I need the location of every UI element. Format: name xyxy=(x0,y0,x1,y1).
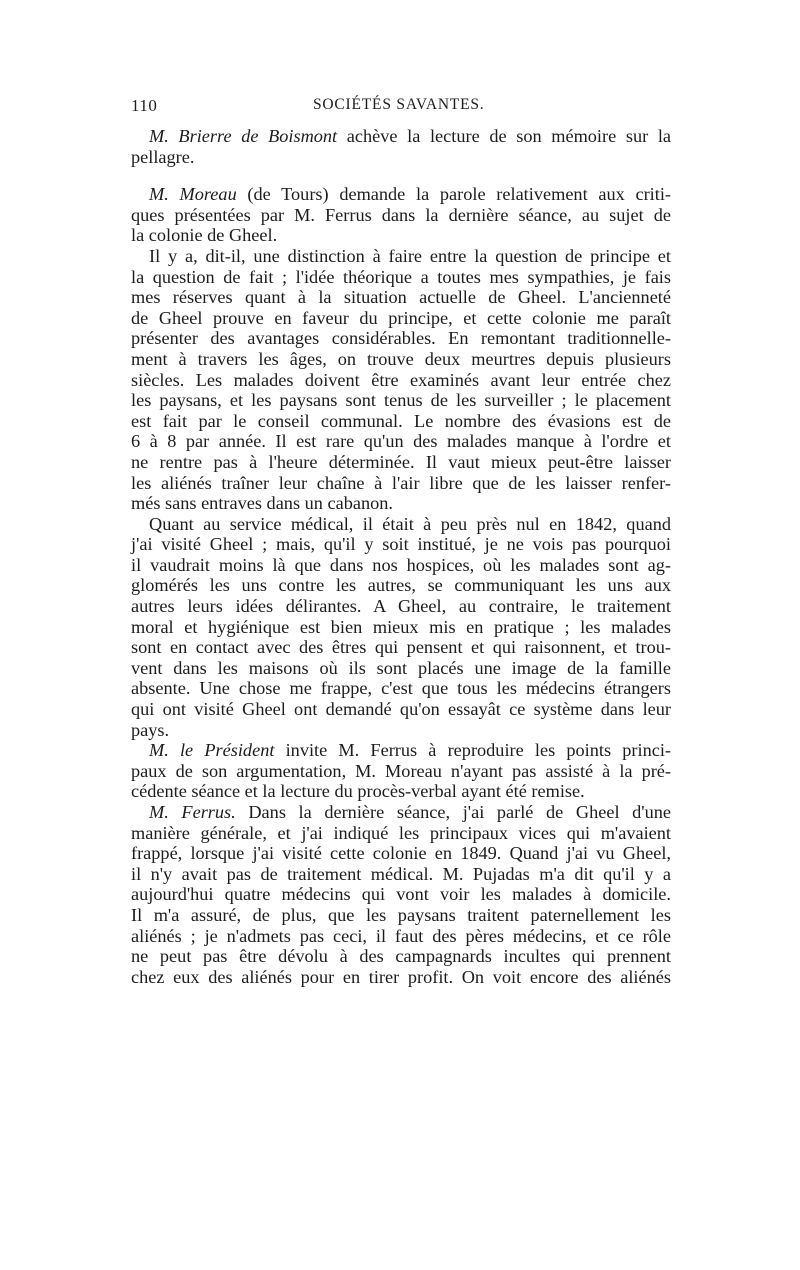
text-line: Il m'a assuré, de plus, que les paysans traitent paternellement les xyxy=(131,904,671,925)
text-line: autres leurs idées délirantes. A Gheel, au contraire, le traitement xyxy=(131,596,671,617)
speaker-name: M. Brierre de Boismont xyxy=(149,126,338,146)
page-number: 110 xyxy=(131,96,158,115)
paragraph-moreau-speech xyxy=(131,246,671,514)
speaker-name: M. Moreau xyxy=(149,184,237,205)
text-line: ne rentre pas à l'heure déterminée. Il vaut mieux peut-être laisser xyxy=(131,451,671,472)
text-line: aliénés ; je n'admets pas ceci, il faut des pères médecins, et ce rôle xyxy=(131,925,671,946)
paragraph-medical-service xyxy=(131,514,671,741)
book-page xyxy=(131,96,671,987)
text-line: qui ont visité Gheel ont demandé qu'on essayât ce système dans leur xyxy=(131,699,671,720)
text-line: M. Moreau (de Tours) demande la parole relativement aux criti- xyxy=(149,184,671,205)
text-line: mes réserves quant à la situation actuelle de Gheel. L'ancienneté xyxy=(131,287,671,308)
text-line: frappé, lorsque j'ai visité cette colonie en 1849. Quand j'ai vu Gheel, xyxy=(131,843,671,864)
text-line: les paysans, et les paysans sont tenus de les surveiller ; le placement xyxy=(131,390,671,411)
text-line: més sans entraves dans un cabanon. xyxy=(131,493,393,514)
text-line: moral et hygiénique est bien mieux mis en pratique ; les malades xyxy=(131,616,671,637)
text-line: ne peut pas être dévolu à des campagnards incultes qui prennent xyxy=(131,946,671,967)
text-line: M. Brierre de Boismont achève la lecture de son mémoire sur la xyxy=(149,126,672,146)
text-line: 6 à 8 par année. Il est rare qu'un des malades manque à l'ordre et xyxy=(131,431,671,452)
text-line: absente. Une chose me frappe, c'est que tous les médecins étrangers xyxy=(131,678,671,699)
text-line: il n'y avait pas de traitement médical. M. Pujadas m'a dit qu'il y a xyxy=(131,863,671,884)
text-line: sont en contact avec des êtres qui pensent et qui raisonnent, et trou- xyxy=(131,637,671,658)
text-line: M. le Président invite M. Ferrus à reproduire les points princi- xyxy=(149,740,671,761)
text-line: M. Ferrus. Dans la dernière séance, j'ai parlé de Gheel d'une xyxy=(149,802,671,822)
text-line: chez eux des aliénés pour en tirer profit. On voit encore des aliénés xyxy=(131,966,671,987)
text-line: j'ai visité Gheel ; mais, qu'il y soit institué, je ne vois pas pourquoi xyxy=(131,534,671,555)
text-line: la colonie de Gheel. xyxy=(131,225,278,246)
running-head xyxy=(131,96,671,126)
text-line: aujourd'hui quatre médecins qui vont voir les malades à domicile. xyxy=(131,884,671,905)
running-title: SOCIÉTÉS SAVANTES. xyxy=(313,96,485,113)
text-line: de Gheel prouve en faveur du principe, et cette colonie me paraît xyxy=(131,307,671,328)
paragraph-ferrus xyxy=(131,802,671,987)
paragraph-moreau-request xyxy=(131,184,671,246)
paragraph-brierre xyxy=(131,126,671,167)
text-line: Il y a, dit-il, une distinction à faire entre la question de principe et xyxy=(149,245,671,266)
text-line: les aliénés traîner leur chaîne à l'air libre que de les laisser renfer- xyxy=(131,472,671,493)
text-line: manière générale, et j'ai indiqué les principaux vices qui m'avaient xyxy=(131,822,671,843)
text-line: paux de son argumentation, M. Moreau n'ayant pas assisté à la pré- xyxy=(131,760,671,781)
text-line: ques présentées par M. Ferrus dans la dernière séance, au sujet de xyxy=(131,204,671,225)
paragraph-president xyxy=(131,740,671,802)
text-line: pellagre. xyxy=(131,146,195,167)
text-line: ment à travers les âges, on trouve deux meurtres depuis plusieurs xyxy=(131,348,671,369)
text-line: la question de fait ; l'idée théorique a toutes mes sympathies, je fais xyxy=(131,266,671,287)
speaker-name: M. Ferrus. xyxy=(149,802,236,822)
text-line: glomérés les uns contre les autres, se communiquant les uns aux xyxy=(131,575,671,596)
text-line: il vaudrait moins là que dans nos hospices, où les malades sont ag- xyxy=(131,554,671,575)
text-line: vent dans les maisons où ils sont placés une image de la famille xyxy=(131,657,671,678)
text-line: pays. xyxy=(131,719,170,740)
text-line: cédente séance et la lecture du procès-verbal ayant été remise. xyxy=(131,781,585,802)
speaker-name: M. le Président xyxy=(149,740,275,761)
text-line: présenter des avantages considérables. En remontant traditionnelle- xyxy=(131,328,671,349)
text-line: Quant au service médical, il était à peu près nul en 1842, quand xyxy=(149,513,671,534)
text-line: siècles. Les malades doivent être examinés avant leur entrée chez xyxy=(131,369,671,390)
text-line: est fait par le conseil communal. Le nombre des évasions est de xyxy=(131,410,671,431)
